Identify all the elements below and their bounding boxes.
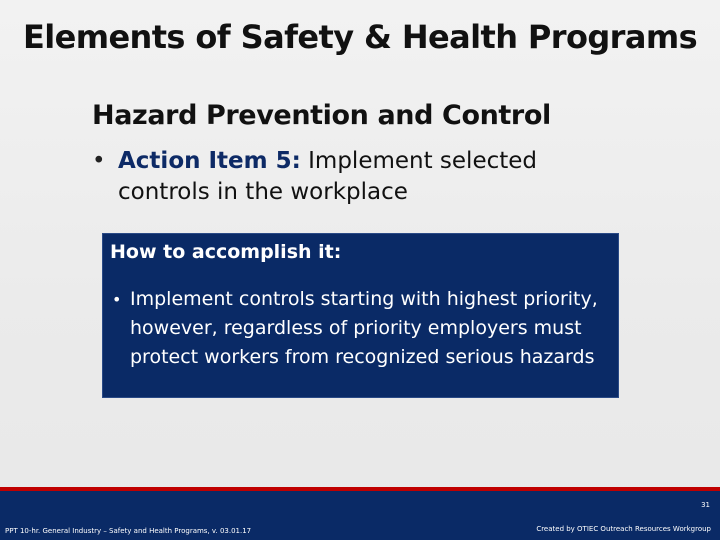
action-item — [92, 146, 612, 208]
box-item-text: Implement controls starting with highest priority, however, regardless of priority employers must protect workers from recognized serious hazards — [130, 288, 598, 368]
footer-credit: Created by OTIEC Outreach Resources Workgroup — [536, 525, 711, 533]
action-item-lead: Action Item 5: — [118, 148, 301, 174]
footer-bar — [0, 487, 720, 540]
box-list-item — [112, 285, 602, 372]
bullet-icon: • — [92, 148, 106, 174]
footer-divider — [0, 487, 720, 491]
slide-subtitle: Hazard Prevention and Control — [92, 100, 551, 131]
bullet-icon: • — [112, 290, 122, 309]
action-item-text — [118, 146, 612, 208]
box-heading: How to accomplish it: — [110, 241, 342, 263]
action-item-body: Implement selected controls in the workplace — [118, 148, 538, 205]
how-to-box — [102, 233, 619, 398]
page-number: 31 — [701, 501, 710, 509]
footer-course-label: PPT 10-hr. General Industry – Safety and Health Programs, v. 03.01.17 — [5, 527, 252, 535]
slide-title: Elements of Safety & Health Programs — [22, 18, 698, 56]
